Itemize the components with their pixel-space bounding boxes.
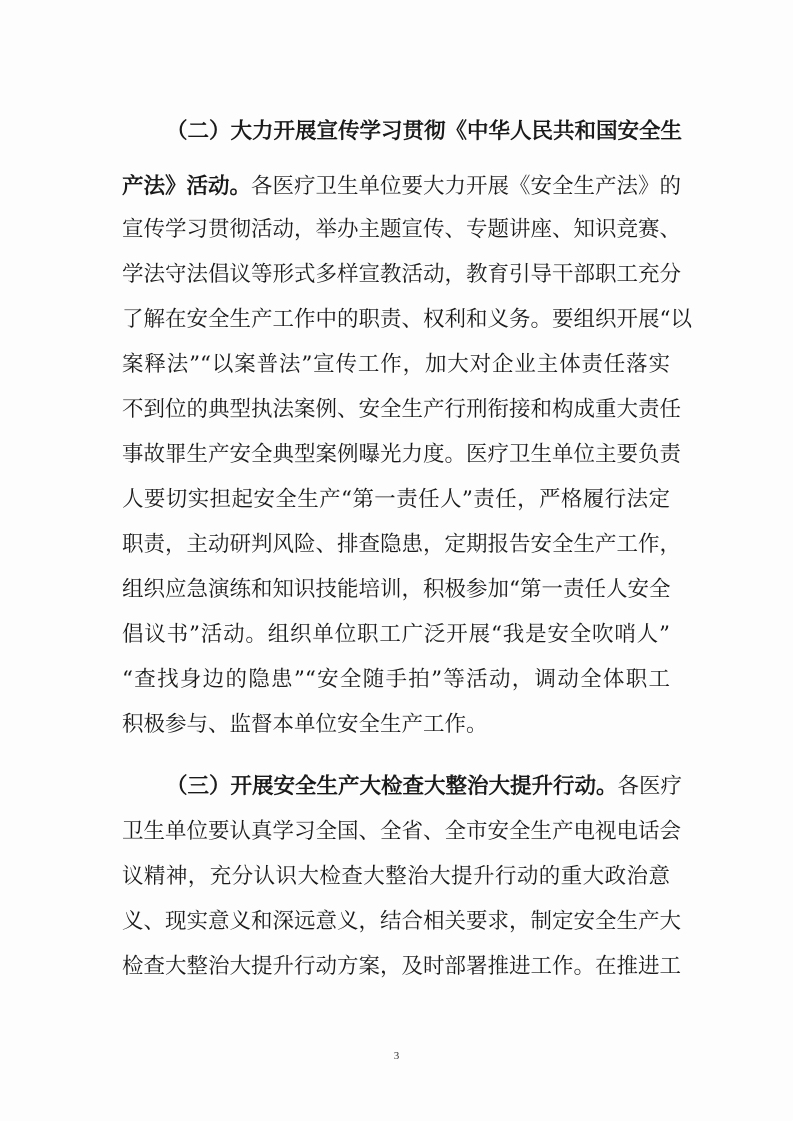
body-text: 学法守法倡议等形式多样宣教活动，教育引导干部职工充分 <box>122 262 682 287</box>
bold-heading-text: （三）开展安全生产大检查大整治大提升行动。 <box>166 774 618 799</box>
text-line <box>122 621 670 649</box>
body-text: 不到位的典型执法案例、安全生产行刑衔接和构成重大责任 <box>122 397 682 422</box>
body-text: 案释法”“以案普法”宣传工作，加大对企业主体责任落实 <box>122 352 670 377</box>
text-line <box>166 118 683 146</box>
bold-heading-text: 产法》活动。 <box>122 174 252 199</box>
bold-heading-text: （二）大力开展宣传学习贯彻《中华人民共和国安全生 <box>166 119 683 144</box>
text-line <box>122 173 682 201</box>
body-text: 人要切实担起安全生产“第一责任人”责任，严格履行法定 <box>122 487 670 512</box>
text-line <box>122 711 670 739</box>
text-line <box>122 261 682 289</box>
body-text: “查找身边的隐患”“安全随手拍”等活动，调动全体职工 <box>122 667 670 692</box>
body-text: 事故罪生产安全典型案例曝光力度。医疗卫生单位主要负责 <box>122 442 682 467</box>
text-line <box>122 486 670 514</box>
body-text: 积极参与、监督本单位安全生产工作。 <box>122 712 488 737</box>
page-number: 3 <box>393 1050 400 1062</box>
text-line <box>122 351 670 379</box>
body-text: 倡议书”活动。组织单位职工广泛开展“我是安全吹哨人” <box>122 622 670 647</box>
text-line <box>122 396 682 424</box>
text-line <box>122 441 682 469</box>
text-line <box>122 908 682 936</box>
text-line <box>122 666 670 694</box>
body-text: 了解在安全生产工作中的职责、权利和义务。要组织开展“以 <box>122 307 692 332</box>
body-text: 职责，主动研判风险、排查隐患，定期报告安全生产工作， <box>122 532 682 557</box>
text-line <box>122 576 670 604</box>
body-text: 宣传学习贯彻活动，举办主题宣传、专题讲座、知识竞赛、 <box>122 217 682 242</box>
text-line <box>122 216 682 244</box>
text-line <box>166 773 683 801</box>
text-line <box>122 953 682 981</box>
body-text: 义、现实意义和深远意义，结合相关要求，制定安全生产大 <box>122 909 682 934</box>
body-text: 检查大整治大提升行动方案，及时部署推进工作。在推进工 <box>122 954 682 979</box>
body-text: 卫生单位要认真学习全国、全省、全市安全生产电视电话会 <box>122 819 682 844</box>
text-line <box>122 863 670 891</box>
body-text: 组织应急演练和知识技能培训，积极参加“第一责任人安全 <box>122 577 671 602</box>
text-line <box>122 818 682 846</box>
body-text: 议精神，充分认识大检查大整治大提升行动的重大政治意 <box>122 864 670 889</box>
text-line <box>122 306 692 334</box>
body-text: 各医疗卫生单位要大力开展《安全生产法》的 <box>251 174 682 199</box>
body-text: 各医疗 <box>617 774 683 799</box>
text-line <box>122 531 682 559</box>
